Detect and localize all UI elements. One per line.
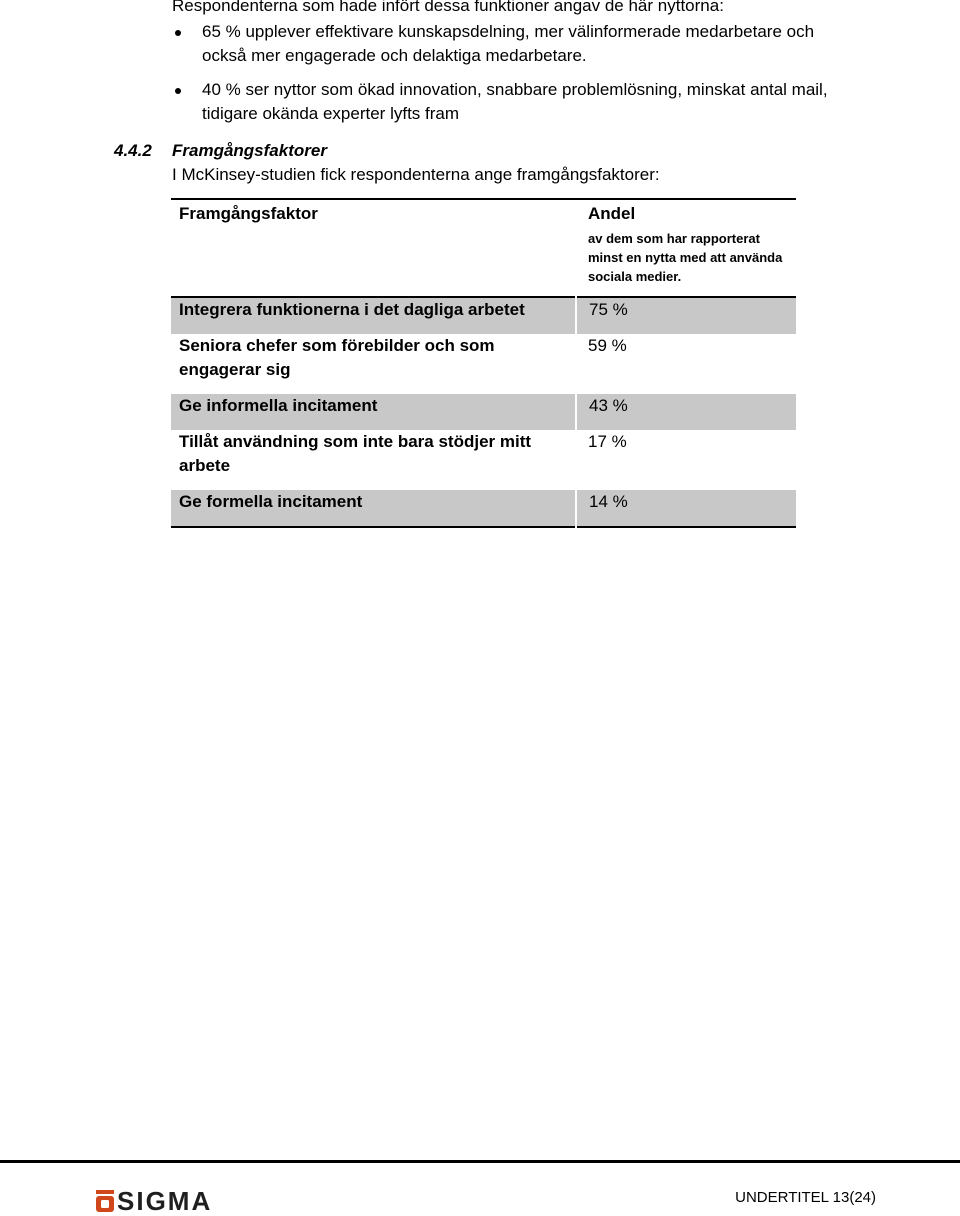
bullet-icon xyxy=(175,88,181,94)
table-row xyxy=(171,430,796,490)
column-header-share-label: Andel xyxy=(588,204,636,223)
factor-cell: Tillåt användning som inte bara stödjer mitt arbete xyxy=(179,432,532,475)
factor-cell: Ge formella incitament xyxy=(171,490,576,527)
sigma-logo-icon xyxy=(96,1190,114,1212)
table-row xyxy=(171,297,796,334)
list-item xyxy=(172,20,862,68)
footer-divider xyxy=(0,1160,960,1163)
section-number: 4.4.2 xyxy=(114,141,152,160)
factor-cell: Seniora chefer som förebilder och som engagerar sig xyxy=(179,336,495,379)
sigma-logo-text: SIGMA xyxy=(117,1186,213,1216)
factor-cell: Ge informella incitament xyxy=(171,394,576,430)
section-lead: I McKinsey-studien fick respondenterna ange framgångsfaktorer: xyxy=(172,165,660,184)
share-cell: 14 % xyxy=(576,490,796,527)
share-cell: 59 % xyxy=(588,336,627,355)
intro-text: Respondenterna som hade infört dessa funktioner angav de här nyttorna: xyxy=(172,0,724,15)
table-row xyxy=(171,334,796,394)
bullet-icon xyxy=(175,30,181,36)
benefit-list xyxy=(172,20,862,136)
factor-cell: Integrera funktionerna i det dagliga arbetet xyxy=(171,297,576,334)
table-row xyxy=(171,490,796,527)
share-cell: 17 % xyxy=(588,432,627,451)
table-row xyxy=(171,394,796,430)
section-heading xyxy=(114,139,327,163)
bullet-text: 65 % upplever effektivare kunskapsdelning, mer välinformerade medarbetare och också mer engagerade och delaktiga medarbetare. xyxy=(202,22,815,65)
table-header-row xyxy=(171,199,796,297)
column-header-factor: Framgångsfaktor xyxy=(179,204,318,223)
list-item xyxy=(172,78,862,126)
page-number: UNDERTITEL 13(24) xyxy=(735,1189,876,1206)
sigma-logo xyxy=(96,1188,212,1214)
success-factors-table xyxy=(171,198,796,528)
section-title: Framgångsfaktorer xyxy=(172,141,327,160)
column-header-share-note: av dem som har rapporterat minst en nytta med att använda sociala medier. xyxy=(588,231,783,284)
share-cell: 43 % xyxy=(576,394,796,430)
share-cell: 75 % xyxy=(576,297,796,334)
column-header-share xyxy=(576,199,796,297)
bullet-text: 40 % ser nyttor som ökad innovation, snabbare problemlösning, minskat antal mail, tidigare okända experter lyfts fram xyxy=(202,80,828,123)
